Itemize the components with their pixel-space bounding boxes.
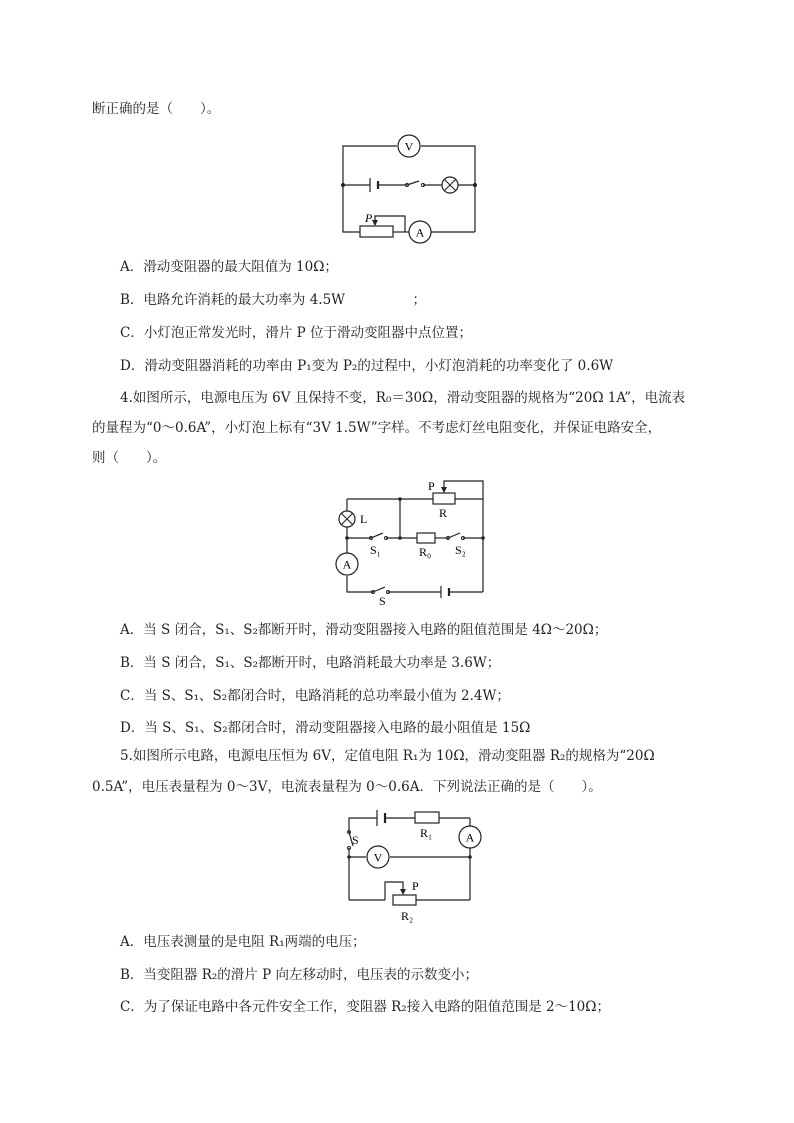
q5-option-a: A．电压表测量的是电阻 R₁两端的电压； xyxy=(120,934,366,950)
svg-text:A: A xyxy=(415,225,425,240)
q4-switch1-label: S₁ xyxy=(370,543,381,557)
q4-option-a: A．当 S 闭合，S₁、S₂都断开时，滑动变阻器接入电路的阻值范围是 4Ω～20Ω； xyxy=(120,622,608,638)
ammeter-icon xyxy=(336,553,358,575)
q4-switch2-label: S₂ xyxy=(455,543,466,557)
q4-stem-line-1: 4.如图所示，电源电压为 6V 且保持不变，R₀＝30Ω，滑动变阻器的规格为“20Ω 1A”，电流表 xyxy=(120,390,686,406)
q4-slider-label: P xyxy=(428,479,435,493)
q4-stem-line-3: 则（ ）。 xyxy=(92,450,167,466)
q3-circuit-diagram xyxy=(335,128,485,244)
q4-lamp-label: L xyxy=(360,512,368,526)
svg-text:V: V xyxy=(404,139,414,154)
q4-option-b: B．当 S 闭合，S₁、S₂都断开时，电路消耗最大功率是 3.6W； xyxy=(120,655,501,671)
q3-slider-label: P xyxy=(365,211,373,225)
ammeter-icon xyxy=(409,221,431,243)
q3-option-c: C．小灯泡正常发光时，滑片 P 位于滑动变阻器中点位置； xyxy=(120,325,472,341)
svg-text:V: V xyxy=(373,850,383,865)
voltmeter-icon xyxy=(367,846,389,868)
ammeter-icon xyxy=(459,826,481,848)
q3-option-a: A．滑动变阻器的最大阻值为 10Ω； xyxy=(120,259,338,275)
q5-switch-label: S xyxy=(352,833,359,847)
q4-rheostat-label: R xyxy=(439,506,448,520)
q3-option-b: B．电路允许消耗的最大功率为 4.5W ； xyxy=(120,292,427,308)
q3-stem-tail: 断正确的是（ ）。 xyxy=(92,101,221,117)
q3-option-d: D．滑动变阻器消耗的功率由 P₁变为 P₂的过程中，小灯泡消耗的功率变化了 0.6W xyxy=(120,358,614,374)
q4-option-d: D．当 S、S₁、S₂都闭合时，滑动变阻器接入电路的最小阻值是 15Ω xyxy=(120,720,531,736)
q5-slider-label: P xyxy=(412,879,419,893)
svg-text:A: A xyxy=(342,557,352,572)
voltmeter-icon xyxy=(398,135,420,157)
q4-option-c: C．当 S、S₁、S₂都闭合时，电路消耗的总功率最小值为 2.4W； xyxy=(120,688,510,704)
q5-resistor-label: R₁ xyxy=(420,826,433,840)
q5-stem-line-2: 0.5A”，电压表量程为 0～3V，电流表量程为 0～0.6A．下列说法正确的是（ ）。 xyxy=(92,779,602,795)
q5-circuit-diagram xyxy=(335,808,485,926)
q4-stem-line-2: 的量程为“0～0.6A”，小灯泡上标有“3V 1.5W”字样。不考虑灯丝电阻变化，并保证电路安全， xyxy=(92,420,662,436)
q5-stem-line-1: 5.如图所示电路，电源电压恒为 6V，定值电阻 R₁为 10Ω，滑动变阻器 R₂的规格为“20Ω xyxy=(120,748,655,764)
lamp-icon xyxy=(339,511,355,527)
q4-resistor-label: R₀ xyxy=(419,545,432,559)
q4-circuit-diagram xyxy=(333,478,493,608)
q5-option-c: C．为了保证电路中各元件安全工作，变阻器 R₂接入电路的阻值范围是 2～10Ω； xyxy=(120,999,610,1015)
q5-rheostat-label: R₂ xyxy=(401,909,414,923)
q4-main-switch-label: S xyxy=(379,594,386,608)
q5-option-b: B．当变阻器 R₂的滑片 P 向左移动时，电压表的示数变小； xyxy=(120,967,478,983)
svg-text:A: A xyxy=(465,830,475,845)
lamp-icon xyxy=(442,177,458,193)
